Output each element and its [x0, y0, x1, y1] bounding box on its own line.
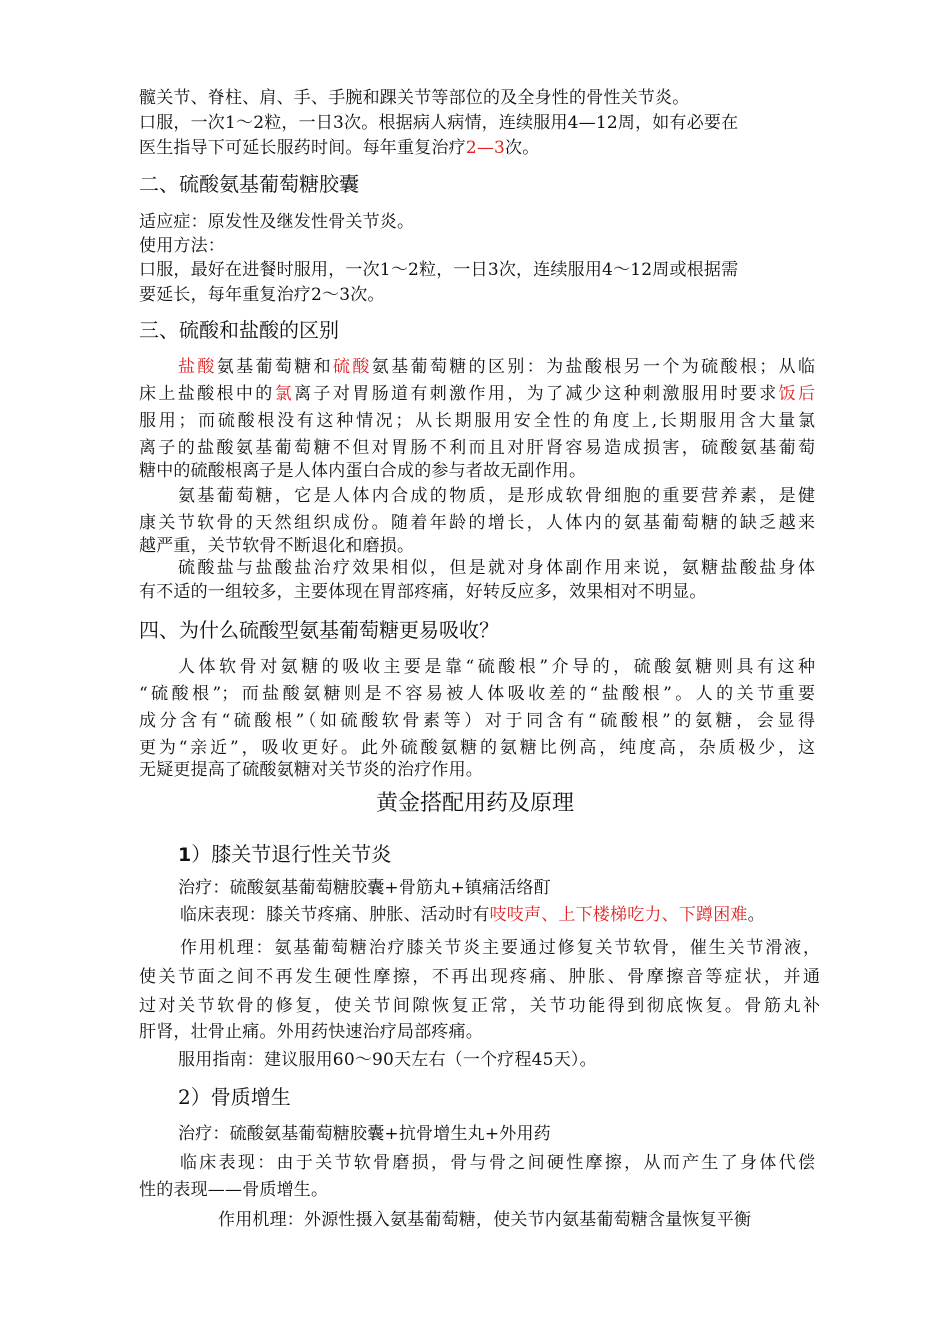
s3-p2-line-3: 越严重，关节软骨不断退化和磨损。 — [139, 536, 415, 556]
section-2-heading: 二、硫酸氨基葡萄糖胶囊 — [139, 172, 359, 196]
case-2-clinical-line-2: 性的表现——骨质增生。 — [139, 1180, 329, 1200]
intro-line-3: 医生指导下可延长服药时间。每年重复治疗2—3次。 — [139, 138, 540, 158]
case-2-clinical-line-1: 临床表现：由于关节软骨磨损，骨与骨之间硬性摩擦，从而产生了身体代偿 — [180, 1153, 815, 1173]
s3-p1-line-1: 盐酸氨基葡萄糖和硫酸氨基葡萄糖的区别：为盐酸根另一个为硫酸根；从临 — [178, 357, 815, 377]
s4-line-3: 成分含有“硫酸根”（如硫酸软骨素等）对于同含有“硫酸根”的氨糖，会显得 — [139, 711, 815, 731]
usage-label: 使用方法： — [139, 236, 225, 256]
case-2-mechanism: 作用机理：外源性摄入氨基葡萄糖，使关节内氨基葡萄糖含量恢复平衡 — [218, 1210, 752, 1230]
s4-line-2: “硫酸根”；而盐酸氨糖则是不容易被人体吸收差的“盐酸根”。人的关节重要 — [139, 684, 815, 704]
s3-p2-line-2: 康关节软骨的天然组织成份。随着年龄的增长，人体内的氨基葡萄糖的缺乏越来 — [139, 513, 815, 533]
usage-line-2: 要延长，每年重复治疗2～3次。 — [139, 285, 385, 305]
symptom-highlight: 吱吱声、上下楼梯吃力、下蹲困难 — [489, 905, 748, 925]
intro-line-2: 口服，一次1～2粒，一日3次。根据病人病情，连续服用4—12周，如有必要在 — [139, 113, 739, 133]
case-1-mechanism-line-4: 肝肾，壮骨止痛。外用药快速治疗局部疼痛。 — [139, 1022, 483, 1042]
section-3-heading: 三、硫酸和盐酸的区别 — [139, 318, 339, 342]
case-1-heading: 1）膝关节退行性关节炎 — [178, 842, 392, 866]
section-4-heading: 四、为什么硫酸型氨基葡萄糖更易吸收？ — [139, 618, 499, 642]
s3-p1-line-3: 服用；而硫酸根没有这种情况；从长期服用安全性的角度上,长期服用含大量氯 — [139, 411, 815, 431]
case-2-heading: 2）骨质增生 — [178, 1085, 291, 1109]
case-2-treatment: 治疗：硫酸氨基葡萄糖胶囊+抗骨增生丸+外用药 — [178, 1124, 551, 1144]
s4-line-5: 无疑更提高了硫酸氨糖对关节炎的治疗作用。 — [139, 760, 483, 780]
gold-combo-title: 黄金搭配用药及原理 — [375, 791, 574, 816]
case-1-dosage-guide: 服用指南：建议服用60～90天左右（一个疗程45天）。 — [178, 1050, 597, 1070]
repeat-count-highlight: 2—3 — [465, 138, 506, 158]
case-1-mechanism-line-3: 过对关节软骨的修复，使关节间隙恢复正常，关节功能得到彻底恢复。骨筋丸补 — [139, 996, 820, 1016]
case-1-clinical: 临床表现：膝关节疼痛、肿胀、活动时有吱吱声、上下楼梯吃力、下蹲困难。 — [180, 905, 765, 925]
s4-line-1: 人体软骨对氨糖的吸收主要是靠“硫酸根”介导的，硫酸氨糖则具有这种 — [178, 657, 815, 677]
s3-p1-line-4: 离子的盐酸氨基葡萄糖不但对胃肠不利而且对肝肾容易造成损害，硫酸氨基葡萄 — [139, 438, 815, 458]
case-1-treatment: 治疗：硫酸氨基葡萄糖胶囊+骨筋丸+镇痛活络酊 — [178, 878, 551, 898]
s3-p3-line-1: 硫酸盐与盐酸盐治疗效果相似，但是就对身体副作用来说，氨糖盐酸盐身体 — [178, 558, 815, 578]
indication-text: 适应症：原发性及继发性骨关节炎。 — [139, 212, 415, 232]
s3-p1-line-5: 糖中的硫酸根离子是人体内蛋白合成的参与者故无副作用。 — [139, 461, 587, 481]
case-1-mechanism-line-2: 使关节面之间不再发生硬性摩擦，不再出现疼痛、肿胀、骨摩擦音等症状，并通 — [139, 967, 820, 987]
s3-p2-line-1: 氨基葡萄糖，它是人体内合成的物质，是形成软骨细胞的重要营养素，是健 — [178, 486, 815, 506]
case-1-mechanism-line-1: 作用机理：氨基葡萄糖治疗膝关节炎主要通过修复关节软骨，催生关节滑液， — [180, 938, 820, 958]
s4-line-4: 更为“亲近”，吸收更好。此外硫酸氨糖的氨糖比例高，纯度高，杂质极少，这 — [139, 738, 815, 758]
s3-p1-line-2: 床上盐酸根中的氯离子对胃肠道有刺激作用，为了减少这种刺激服用时要求饭后 — [139, 384, 816, 404]
intro-line-1: 髋关节、脊柱、肩、手、手腕和踝关节等部位的及全身性的骨性关节炎。 — [139, 88, 690, 108]
s3-p3-line-2: 有不适的一组较多，主要体现在胃部疼痛，好转反应多，效果相对不明显。 — [139, 582, 707, 602]
usage-line-1: 口服，最好在进餐时服用，一次1～2粒，一日3次，连续服用4～12周或根据需 — [139, 260, 739, 280]
